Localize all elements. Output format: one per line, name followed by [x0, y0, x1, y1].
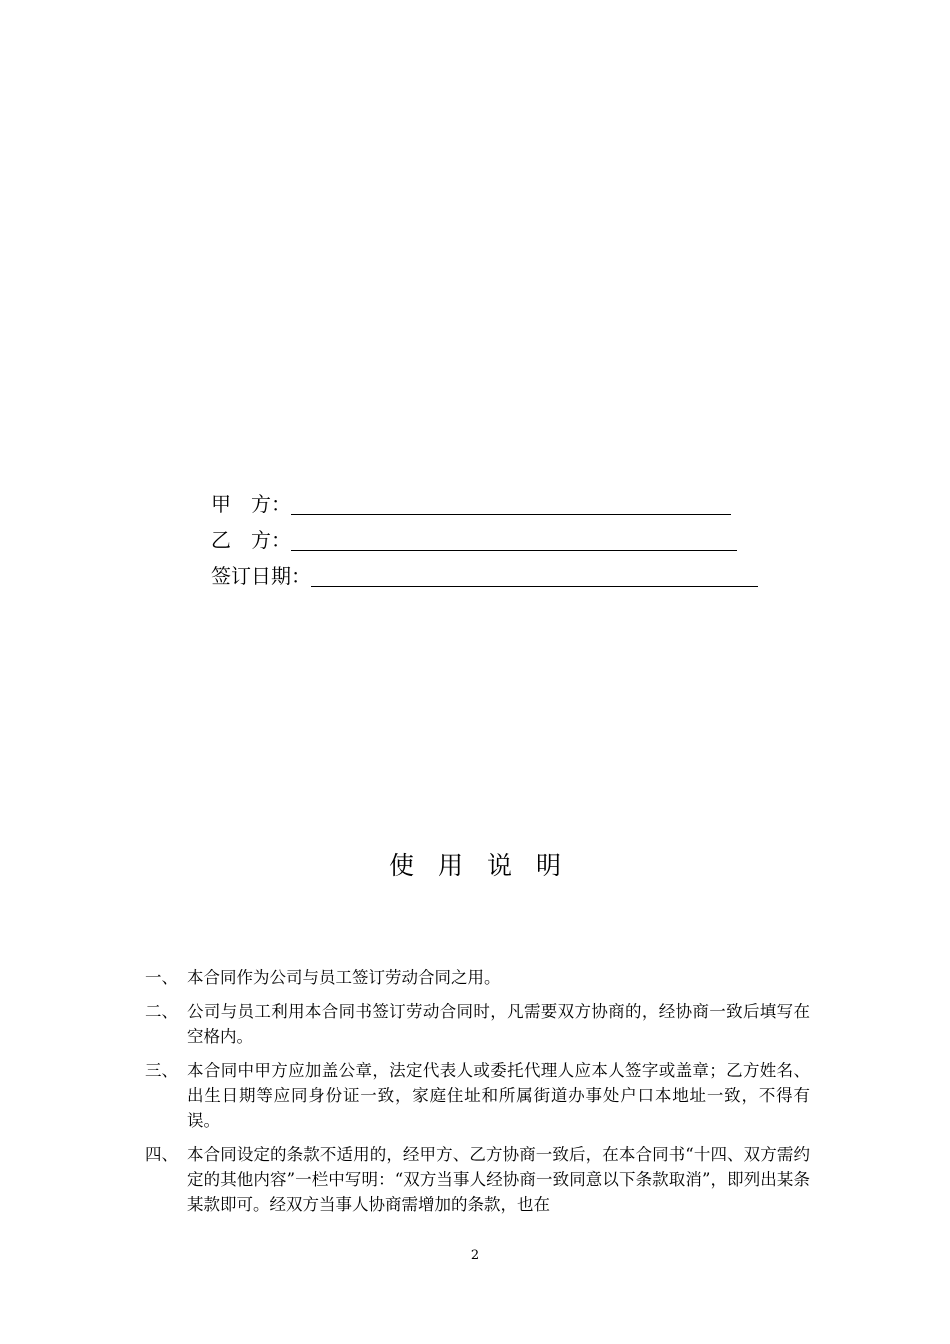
item-number: 四、: [145, 1145, 178, 1164]
instructions-list: [145, 965, 810, 1226]
party-b-blank-line: [291, 528, 737, 551]
signing-date-label: 签订日期：: [211, 564, 311, 588]
list-item: [145, 1142, 810, 1217]
party-b-label: 乙 方：: [211, 528, 291, 552]
party-a-blank-line: [291, 492, 731, 515]
signing-date-blank-line: [311, 564, 758, 587]
page-number: 2: [470, 1248, 480, 1263]
title-char: 说: [487, 851, 513, 880]
list-item: [145, 965, 810, 990]
party-a-label: 甲 方：: [211, 492, 291, 516]
item-number: 三、: [145, 1061, 178, 1080]
item-text: 本合同作为公司与员工签订劳动合同之用。: [187, 968, 501, 987]
item-number: 一、: [145, 968, 178, 987]
instructions-title: [0, 846, 950, 882]
title-char: 明: [536, 851, 562, 880]
item-text: 本合同设定的条款不适用的，经甲方、乙方协商一致后，在本合同书“十四、双方需约定的其他内容”一栏中写明：“双方当事人经协商一致同意以下条款取消”，即列出某条某款即可。经双方当事人协商需增加的条款，也在: [187, 1145, 810, 1214]
title-char: 用: [437, 851, 463, 880]
list-item: [145, 999, 810, 1049]
signature-block: [211, 482, 758, 590]
item-text: 公司与员工利用本合同书签订劳动合同时，凡需要双方协商的，经协商一致后填写在空格内。: [187, 1002, 810, 1046]
signing-date-row: [211, 554, 758, 590]
list-item: [145, 1058, 810, 1133]
item-text: 本合同中甲方应加盖公章，法定代表人或委托代理人应本人签字或盖章；乙方姓名、出生日期等应同身份证一致，家庭住址和所属街道办事处户口本地址一致，不得有误。: [187, 1061, 810, 1130]
title-char: 使: [388, 851, 414, 880]
item-number: 二、: [145, 1002, 178, 1021]
party-b-row: [211, 518, 758, 554]
party-a-row: [211, 482, 758, 518]
